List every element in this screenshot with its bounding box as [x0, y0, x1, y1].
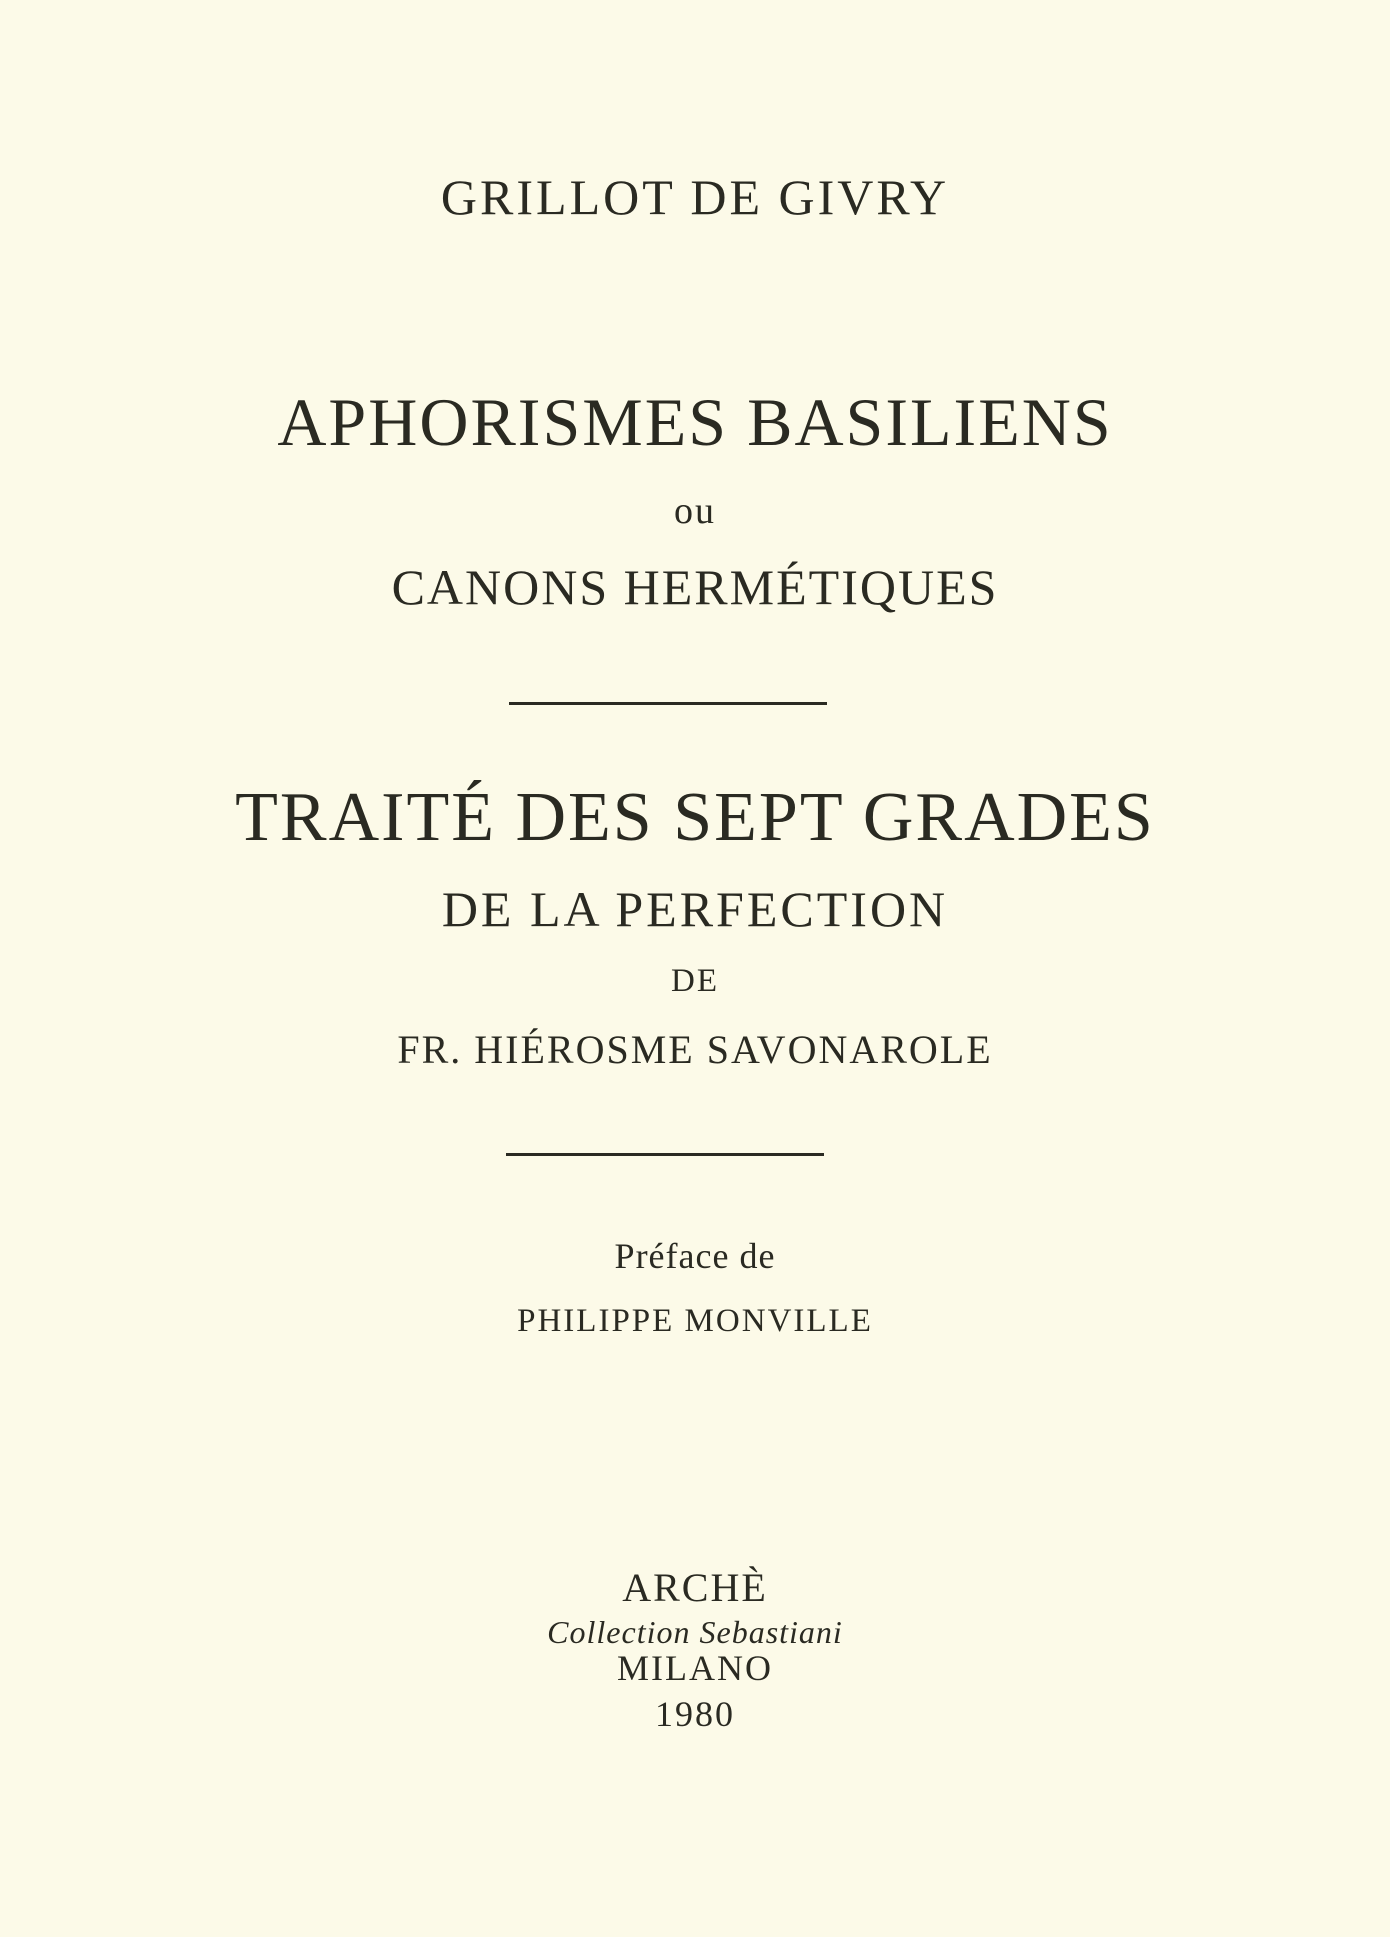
publication-year: 1980 — [655, 1694, 735, 1734]
work2-author: FR. HIÉROSME SAVONAROLE — [397, 1027, 993, 1072]
work2-connector: DE — [671, 963, 719, 999]
collection-name: Collection Sebastiani — [547, 1614, 843, 1650]
work2-title: TRAITÉ DES SEPT GRADES — [235, 779, 1155, 856]
work1-connector: ou — [674, 490, 716, 532]
publication-city: MILANO — [617, 1648, 773, 1688]
work1-subtitle: CANONS HERMÉTIQUES — [391, 559, 999, 615]
preface-label: Préface de — [614, 1236, 776, 1276]
preface-author: PHILIPPE MONVILLE — [517, 1303, 873, 1339]
divider-rule — [506, 1153, 824, 1156]
divider-rule — [509, 702, 827, 705]
book-author: GRILLOT DE GIVRY — [440, 169, 950, 225]
publisher-name: ARCHÈ — [622, 1565, 768, 1610]
work2-subtitle: DE LA PERFECTION — [441, 881, 949, 937]
work1-title: APHORISMES BASILIENS — [277, 384, 1113, 460]
